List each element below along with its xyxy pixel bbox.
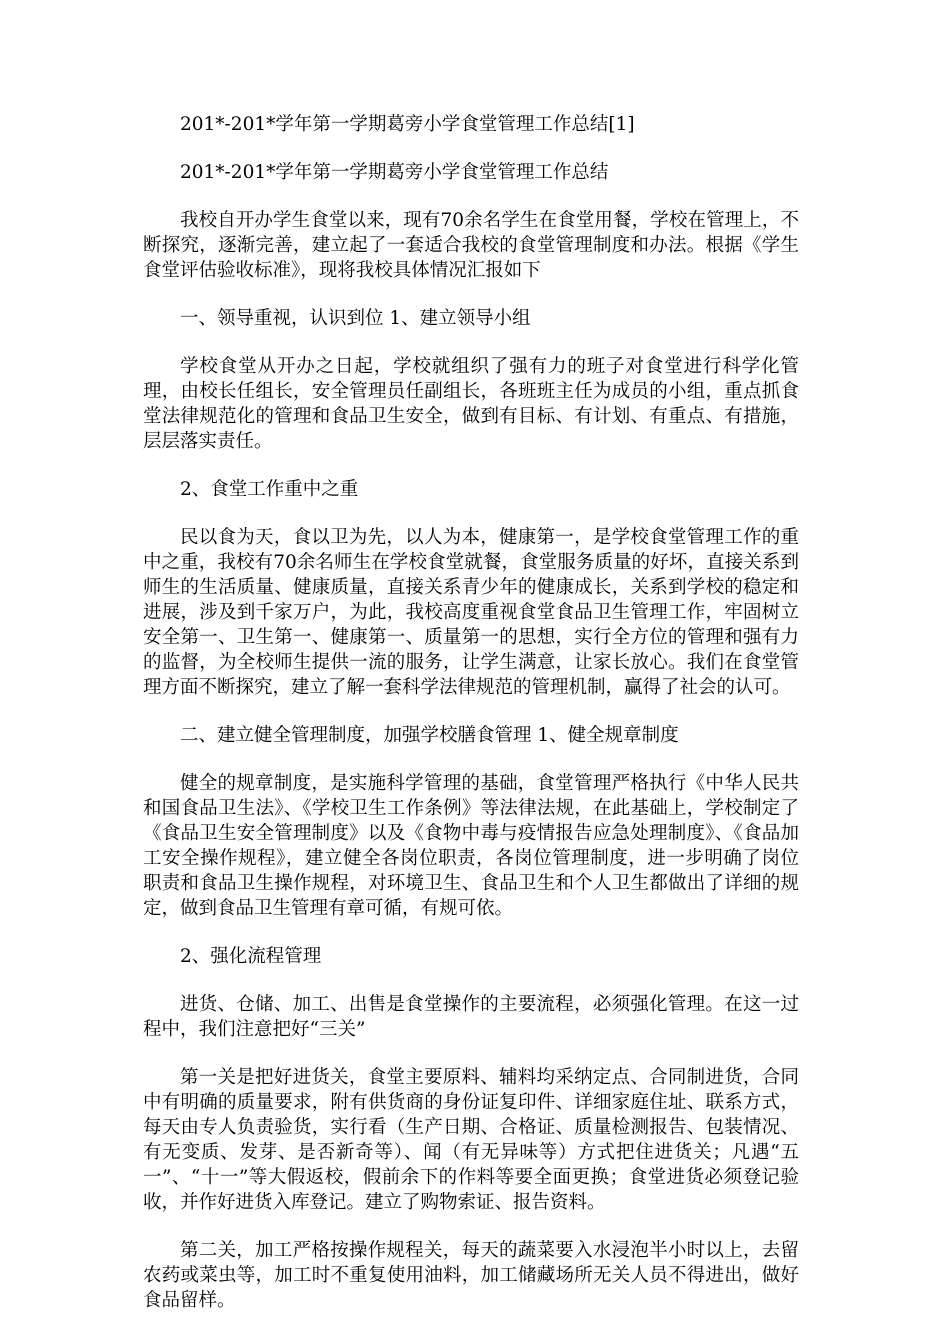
body-paragraph: 学校食堂从开办之日起，学校就组织了强有力的班子对食堂进行科学化管理，由校长任组长，安全管理员任副组长，各班班主任为成员的小组，重点抓食堂法律规范化的管理和食品卫生安全，做到有目标、有计划、有重点、有措施，层层落实责任。 <box>143 356 799 452</box>
document-title: 201*-201*学年第一学期葛旁小学食堂管理工作总结[1] <box>180 114 635 135</box>
section-heading-leadership: 一、领导重视，认识到位 1、建立领导小组 <box>180 308 531 329</box>
document-subtitle: 201*-201*学年第一学期葛旁小学食堂管理工作总结 <box>180 162 609 183</box>
body-paragraph: 第二关，加工严格按操作规程关，每天的蔬菜要入水浸泡半小时以上，去留农药或菜虫等，加工时不重复使用油料，加工储藏场所无关人员不得进出，做好食品留样。 <box>143 1240 799 1311</box>
body-paragraph: 健全的规章制度，是实施科学管理的基础，食堂管理严格执行《中华人民共和国食品卫生法》、《学校卫生工作条例》等法律法规，在此基础上，学校制定了《食品卫生安全管理制度》以及《食物中毒与疫情报告应急处理制度》、《食品加工安全操作规程》，建立健全各岗位职责，各岗位管理制度，进一步明确了岗位职责和食品卫生操作规程，对环境卫生、食品卫生和个人卫生都做出了详细的规定，做到食品卫生管理有章可循，有规可依。 <box>143 773 799 919</box>
body-paragraph: 第一关是把好进货关，食堂主要原料、辅料均采纳定点、合同制进货，合同中有明确的质量要求，附有供货商的身份证复印件、详细家庭住址、联系方式，每天由专人负责验货，实行看（生产日期、合格证、质量检测报告、包装情况、有无变质、发芽、是否新奇等）、闻（有无异味等）方式把住进货关；凡遇“五一”、“十一”等大假返校，假前余下的作料等要全面更换；食堂进货必须登记验收，并作好进货入库登记。建立了购物索证、报告资料。 <box>143 1067 799 1213</box>
document-body <box>143 112 799 1336</box>
body-paragraph: 民以食为天，食以卫为先，以人为本，健康第一，是学校食堂管理工作的重中之重，我校有70余名师生在学校食堂就餐，食堂服务质量的好坏，直接关系到师生的生活质量、健康质量，直接关系青少年的健康成长，关系到学校的稳定和进展，涉及到千家万户，为此，我校高度重视食堂食品卫生管理工作，牢固树立安全第一、卫生第一、健康第一、质量第一的思想，实行全方位的管理和强有力的监督，为全校师生提供一流的服务，让学生满意，让家长放心。我们在食堂管理方面不断探究，建立了解一套科学法律规范的管理机制，赢得了社会的认可。 <box>143 527 799 698</box>
body-paragraph: 进货、仓储、加工、出售是食堂操作的主要流程，必须强化管理。在这一过程中，我们注意把好“三关” <box>143 994 799 1040</box>
section-heading-process: 2、强化流程管理 <box>180 946 322 967</box>
section-heading-priority: 2、食堂工作重中之重 <box>180 479 359 500</box>
intro-paragraph: 我校自开办学生食堂以来，现有70余名学生在食堂用餐，学校在管理上，不断探究，逐渐完善，建立起了一套适合我校的食堂管理制度和办法。根据《学生食堂评估验收标准》，现将我校具体情况汇报如下 <box>143 210 799 281</box>
section-heading-rules: 二、建立健全管理制度，加强学校膳食管理 1、健全规章制度 <box>180 725 679 746</box>
